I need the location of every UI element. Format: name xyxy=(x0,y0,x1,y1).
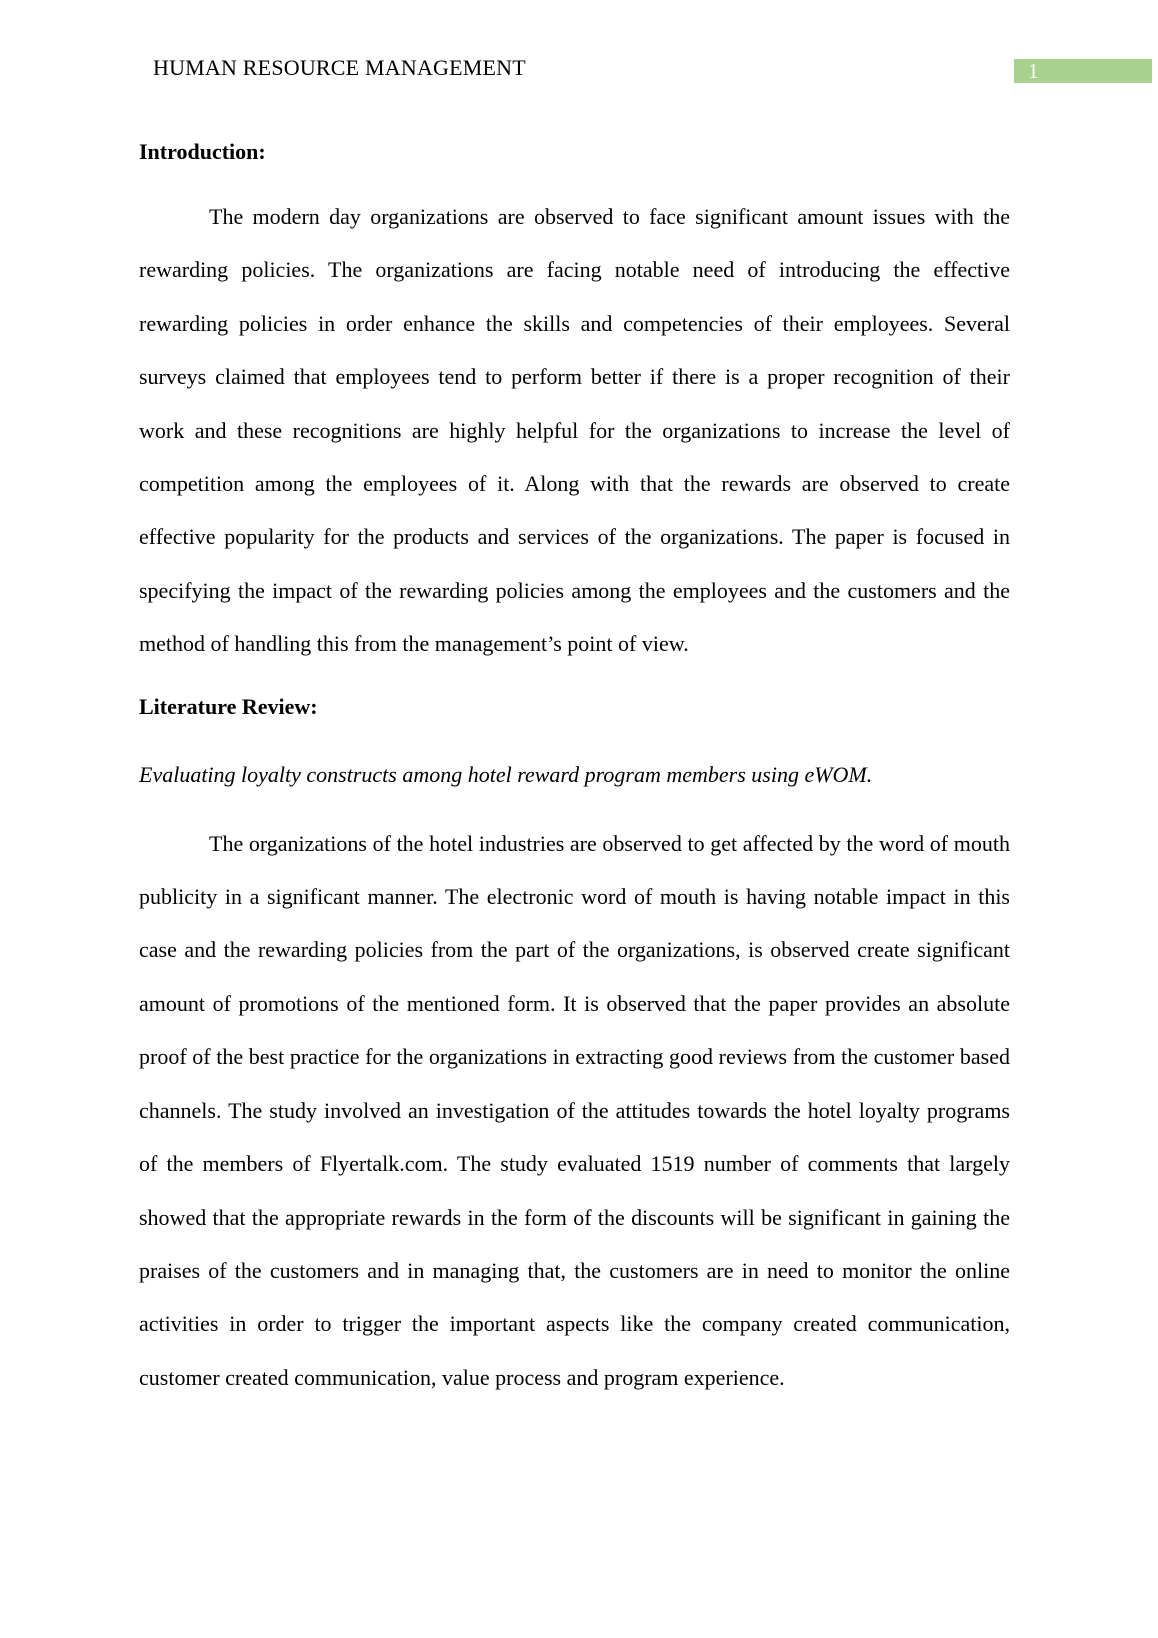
introduction-heading: Introduction: xyxy=(139,139,266,164)
page-number-badge: 1 xyxy=(1014,59,1152,83)
running-header-title: HUMAN RESOURCE MANAGEMENT xyxy=(153,55,526,80)
introduction-paragraph: The modern day organizations are observed to face significant amount issues with the rewarding policies. The organizations are facing notable need of introducing the effective rewarding policies in order enhance the skills and competencies of their employees. Several surveys claimed that employees tend to perform better if there is a proper recognition of their work and these recognitions are highly helpful for the organizations to increase the level of competition among the employees of it. Along with that the rewards are observed to create effective popularity for the products and services of the organizations. The paper is focused in specifying the impact of the rewarding policies among the employees and the customers and the method of handling this from the management’s point of view. xyxy=(139,204,1010,657)
literature-review-subheading: Evaluating loyalty constructs among hotel reward program members using eWOM. xyxy=(139,761,873,787)
document-body xyxy=(139,132,1010,1404)
literature-review-heading: Literature Review: xyxy=(139,693,318,719)
literature-review-paragraph: The organizations of the hotel industries are observed to get affected by the word of mouth publicity in a significant manner. The electronic word of mouth is having notable impact in this case and the rewarding policies from the part of the organizations, is observed create significant amount of promotions of the mentioned form. It is observed that the paper provides an absolute proof of the best practice for the organizations in extracting good reviews from the customer based channels. The study involved an investigation of the attitudes towards the hotel loyalty programs of the members of Flyertalk.com. The study evaluated 1519 number of comments that largely showed that the appropriate rewards in the form of the discounts will be significant in gaining the praises of the customers and in managing that, the customers are in need to monitor the online activities in order to trigger the important aspects like the company created communication, customer created communication, value process and program experience. xyxy=(139,830,1010,1390)
